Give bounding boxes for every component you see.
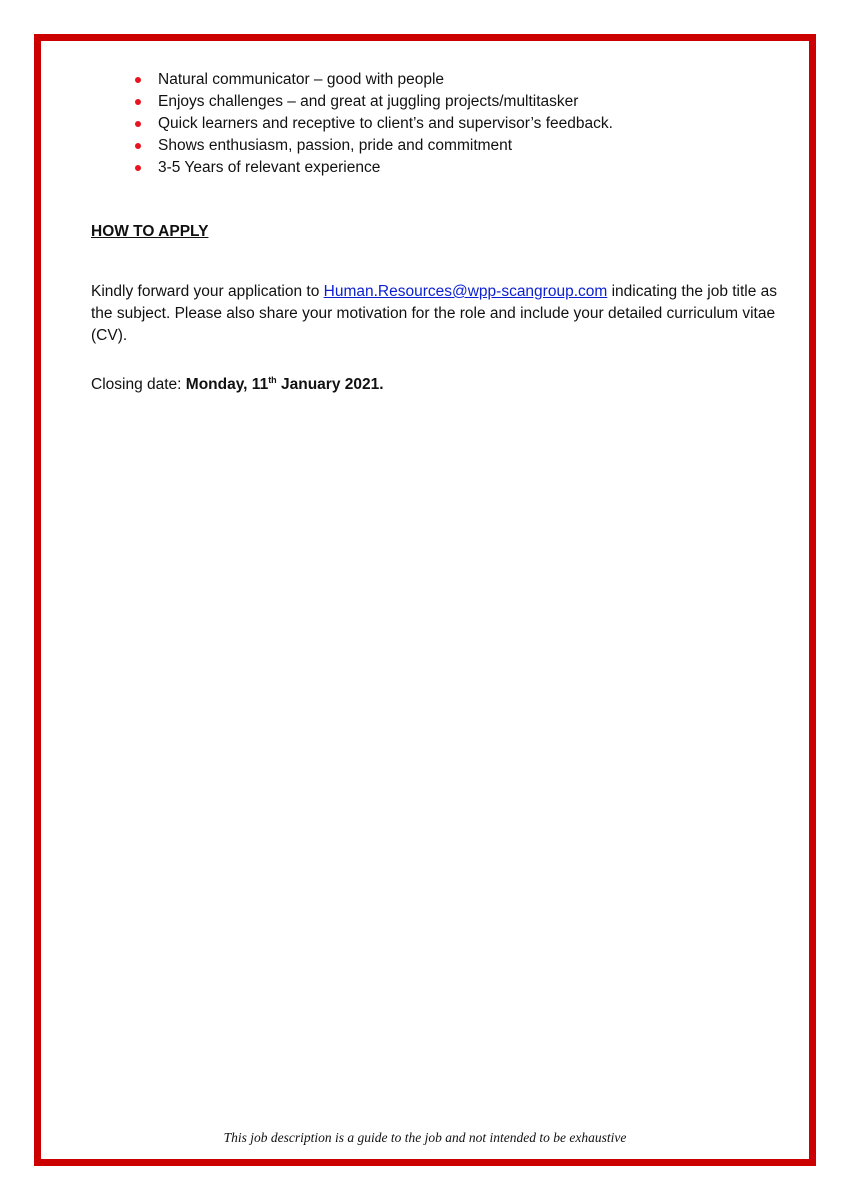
instructions-rest: indicating the job title as the subject. Please also share your motivation for the role and include your detailed curriculum vitae (CV). xyxy=(91,283,778,344)
requirement-item xyxy=(91,91,791,113)
requirement-text: Quick learners and receptive to client’s and supervisor’s feedback. xyxy=(158,115,613,132)
closing-date-value xyxy=(186,376,384,393)
instructions-intro: Kindly forward your application to xyxy=(91,283,324,300)
bullet-icon xyxy=(135,121,141,127)
requirement-text: Enjoys challenges – and great at juggling projects/multitasker xyxy=(158,93,579,110)
requirement-item xyxy=(91,69,791,91)
footer-note: This job description is a guide to the job and not intended to be exhaustive xyxy=(223,1130,627,1145)
closing-date-month-year: January 2021. xyxy=(276,376,384,394)
requirement-item xyxy=(91,135,791,157)
closing-date-day: Monday, 11 xyxy=(185,376,269,394)
bullet-icon xyxy=(135,143,141,149)
page-content xyxy=(91,69,791,396)
bullet-icon xyxy=(135,165,141,171)
requirement-item xyxy=(91,157,791,179)
requirement-text: 3-5 Years of relevant experience xyxy=(158,159,381,176)
requirements-list xyxy=(91,69,791,179)
bullet-icon xyxy=(135,77,141,83)
bullet-icon xyxy=(135,99,141,105)
closing-date xyxy=(91,369,791,396)
requirement-text: Shows enthusiasm, passion, pride and commitment xyxy=(158,137,513,154)
requirement-text: Natural communicator – good with people xyxy=(158,71,445,88)
closing-date-label: Closing date: xyxy=(91,376,186,394)
closing-date-ordinal: th xyxy=(268,375,277,385)
application-instructions xyxy=(91,281,791,347)
how-to-apply-heading: HOW TO APPLY xyxy=(91,223,209,240)
email-link[interactable]: Human.Resources@wpp-scangroup.com xyxy=(323,283,608,300)
requirement-item xyxy=(91,113,791,135)
